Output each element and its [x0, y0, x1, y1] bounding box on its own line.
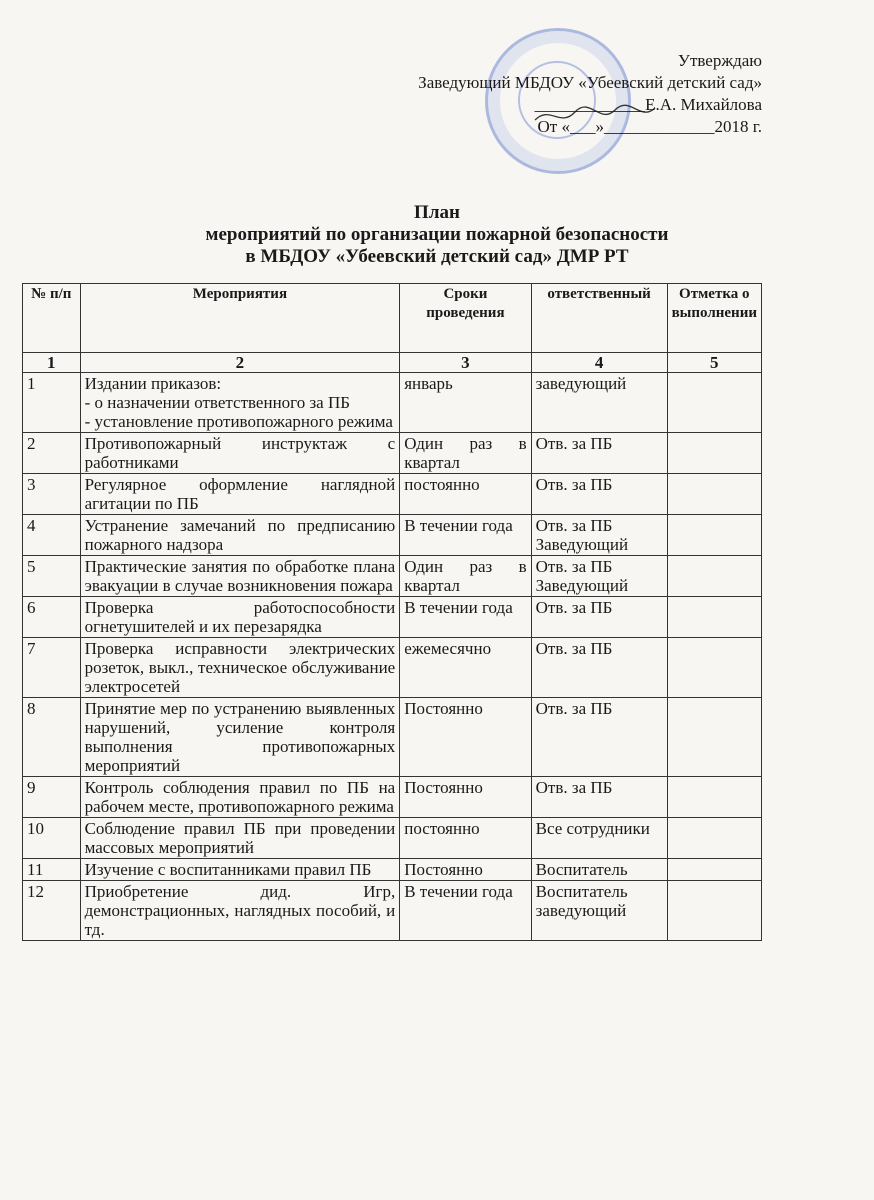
table-row	[23, 818, 762, 859]
row-event: Изучение с воспитанниками правил ПБ	[80, 859, 400, 881]
col-number: 4	[531, 353, 667, 373]
row-mark	[667, 433, 761, 474]
row-term: Постоянно	[400, 859, 531, 881]
table-row	[23, 373, 762, 433]
approval-date: От «___»_____________2018 г.	[537, 117, 762, 136]
row-responsible: Воспитатель	[531, 859, 667, 881]
row-event: Регулярное оформление наглядной агитации по ПБ	[80, 474, 400, 515]
row-term: Один раз в квартал	[400, 433, 531, 474]
header-term: Сроки проведения	[400, 284, 531, 353]
row-term: январь	[400, 373, 531, 433]
header-event: Мероприятия	[80, 284, 400, 353]
row-event: Проверка работоспособности огнетушителей и их перезарядка	[80, 597, 400, 638]
row-term: В течении года	[400, 515, 531, 556]
row-responsible: Отв. за ПБ	[531, 698, 667, 777]
row-term: В течении года	[400, 597, 531, 638]
table-row	[23, 556, 762, 597]
row-number: 11	[23, 859, 81, 881]
col-number: 1	[23, 353, 81, 373]
table-row	[23, 638, 762, 698]
document-title	[0, 202, 874, 268]
row-number: 5	[23, 556, 81, 597]
row-number: 10	[23, 818, 81, 859]
row-term: В течении года	[400, 881, 531, 941]
row-mark	[667, 474, 761, 515]
row-responsible: Все сотрудники	[531, 818, 667, 859]
row-mark	[667, 638, 761, 698]
row-responsible: Отв. за ПБ Заведующий	[531, 556, 667, 597]
row-responsible: Отв. за ПБ	[531, 433, 667, 474]
title-line: План	[414, 202, 460, 223]
row-mark	[667, 777, 761, 818]
table-row	[23, 881, 762, 941]
row-number: 7	[23, 638, 81, 698]
row-term: Один раз в квартал	[400, 556, 531, 597]
row-event: Издании приказов: - о назначении ответственного за ПБ - установление противопожарного режима	[80, 373, 400, 433]
col-number: 3	[400, 353, 531, 373]
row-mark	[667, 556, 761, 597]
header-mark: Отметка о выполнении	[667, 284, 761, 353]
row-event: Контроль соблюдения правил по ПБ на рабочем месте, противопожарного режима	[80, 777, 400, 818]
row-term: Постоянно	[400, 777, 531, 818]
approval-position: Заведующий МБДОУ «Убеевский детский сад»	[418, 73, 762, 92]
row-mark	[667, 859, 761, 881]
row-mark	[667, 597, 761, 638]
row-number: 9	[23, 777, 81, 818]
approval-heading: Утверждаю	[677, 51, 762, 70]
header-number: № п/п	[23, 284, 81, 353]
row-responsible: Воспитатель заведующий	[531, 881, 667, 941]
row-event: Противопожарный инструктаж с работниками	[80, 433, 400, 474]
row-event: Устранение замечаний по предписанию пожарного надзора	[80, 515, 400, 556]
row-event: Соблюдение правил ПБ при проведении массовых мероприятий	[80, 818, 400, 859]
row-responsible: Отв. за ПБ Заведующий	[531, 515, 667, 556]
row-term: постоянно	[400, 474, 531, 515]
row-event: Проверка исправности электрических розеток, выкл., техническое обслуживание электросетей	[80, 638, 400, 698]
row-mark	[667, 881, 761, 941]
row-term: ежемесячно	[400, 638, 531, 698]
row-number: 2	[23, 433, 81, 474]
row-responsible: Отв. за ПБ	[531, 777, 667, 818]
row-event: Принятие мер по устранению выявленных нарушений, усиление контроля выполнения противопожарных мероприятий	[80, 698, 400, 777]
row-responsible: Отв. за ПБ	[531, 474, 667, 515]
row-mark	[667, 698, 761, 777]
row-term: Постоянно	[400, 698, 531, 777]
col-number: 2	[80, 353, 400, 373]
table-row	[23, 597, 762, 638]
row-number: 3	[23, 474, 81, 515]
plan-table	[22, 283, 762, 941]
row-number: 4	[23, 515, 81, 556]
row-term: постоянно	[400, 818, 531, 859]
row-responsible: Отв. за ПБ	[531, 597, 667, 638]
table-row	[23, 698, 762, 777]
row-event: Приобретение дид. Игр, демонстрационных, наглядных пособий, и тд.	[80, 881, 400, 941]
title-line: мероприятий по организации пожарной безопасности	[205, 224, 669, 245]
row-event: Практические занятия по обработке плана эвакуации в случае возникновения пожара	[80, 556, 400, 597]
row-number: 6	[23, 597, 81, 638]
row-mark	[667, 818, 761, 859]
table-row	[23, 515, 762, 556]
row-number: 8	[23, 698, 81, 777]
title-line: в МБДОУ «Убеевский детский сад» ДМР РТ	[245, 246, 629, 267]
table-row	[23, 859, 762, 881]
approval-name: _____________Е.А. Михайлова	[534, 95, 762, 114]
row-responsible: заведующий	[531, 373, 667, 433]
header-responsible: ответственный	[531, 284, 667, 353]
col-number: 5	[667, 353, 761, 373]
table-row	[23, 777, 762, 818]
approval-block	[418, 50, 762, 138]
table-row	[23, 474, 762, 515]
row-number: 1	[23, 373, 81, 433]
row-number: 12	[23, 881, 81, 941]
table-row	[23, 433, 762, 474]
row-mark	[667, 515, 761, 556]
row-responsible: Отв. за ПБ	[531, 638, 667, 698]
row-mark	[667, 373, 761, 433]
